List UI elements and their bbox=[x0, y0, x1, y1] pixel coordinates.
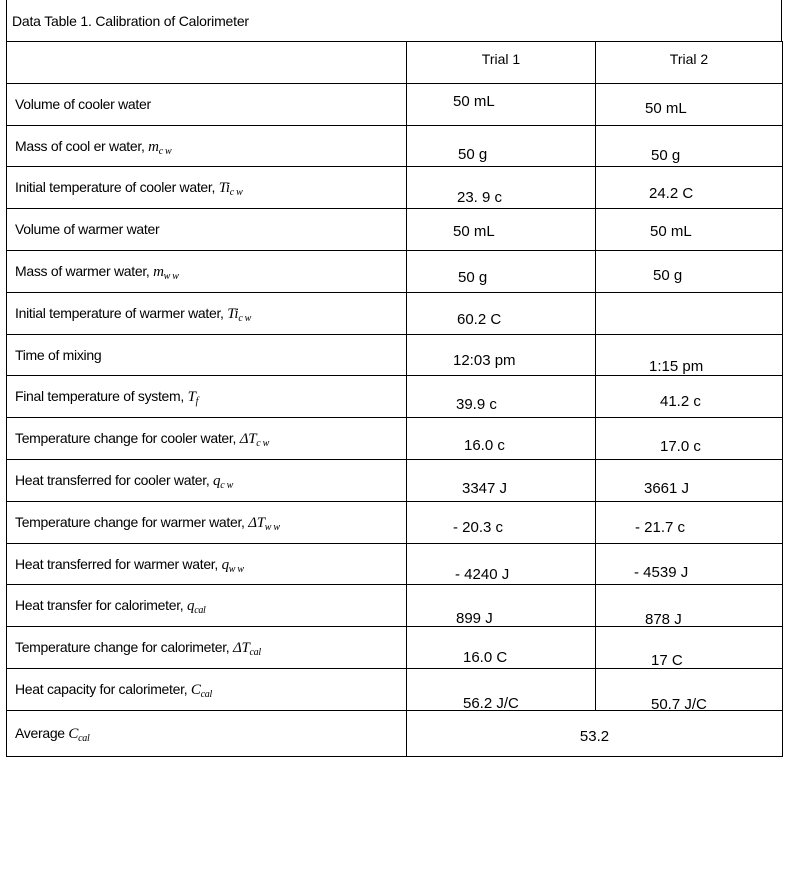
row-label-cell bbox=[7, 334, 407, 376]
row-symbol-subscript: c w bbox=[158, 145, 172, 157]
header-row bbox=[7, 42, 783, 84]
table-title: Data Table 1. Calibration of Calorimeter bbox=[12, 13, 249, 29]
trial-1-cell bbox=[407, 167, 596, 209]
trial-2-cell bbox=[596, 209, 783, 251]
average-symbol-subscript: cal bbox=[78, 732, 90, 744]
row-label: Volume of warmer water bbox=[15, 221, 160, 238]
trial-2-cell bbox=[596, 543, 783, 585]
trial-1-cell bbox=[407, 83, 596, 125]
trial-2-value: 50 g bbox=[651, 146, 681, 164]
average-symbol: C bbox=[68, 725, 79, 742]
trial-1-value: 50 mL bbox=[453, 223, 495, 241]
row-symbol: m bbox=[148, 138, 159, 155]
trial-1-value: 39.9 c bbox=[456, 396, 497, 414]
data-table bbox=[6, 41, 783, 757]
row-label: Heat transferred for cooler water, bbox=[15, 471, 214, 488]
row-label: Initial temperature of warmer water, bbox=[15, 304, 228, 321]
row-symbol-subscript: c w bbox=[229, 187, 243, 199]
trial-1-cell bbox=[407, 585, 596, 627]
row-label-cell bbox=[7, 83, 407, 125]
trial-1-cell bbox=[407, 543, 596, 585]
row-symbol: T bbox=[187, 389, 196, 406]
trial-1-cell bbox=[407, 459, 596, 501]
trial-1-value: 899 J bbox=[456, 610, 493, 628]
trial-2-value: 24.2 C bbox=[649, 185, 694, 203]
table-row bbox=[7, 250, 783, 292]
trial-2-cell bbox=[596, 292, 783, 334]
row-symbol-subscript: f bbox=[195, 396, 199, 408]
trial-2-cell bbox=[596, 376, 783, 418]
trial-1-value: 16.0 C bbox=[463, 649, 508, 667]
trial-2-value: 1:15 pm bbox=[649, 357, 704, 375]
table-row bbox=[7, 543, 783, 585]
table-row bbox=[7, 83, 783, 125]
table-row bbox=[7, 459, 783, 501]
average-label: Average bbox=[15, 724, 69, 741]
row-symbol: q bbox=[213, 472, 221, 489]
average-row bbox=[7, 710, 783, 756]
row-label: Heat capacity for calorimeter, bbox=[15, 680, 191, 697]
row-label: Initial temperature of cooler water, bbox=[15, 179, 219, 196]
row-symbol: C bbox=[190, 681, 201, 698]
trial-2-cell bbox=[596, 501, 783, 543]
trial-1-cell bbox=[407, 250, 596, 292]
table-row bbox=[7, 292, 783, 334]
header-cell-trial-1: Trial 1 bbox=[407, 42, 596, 84]
row-label-cell bbox=[7, 585, 407, 627]
row-label: Temperature change for warmer water, bbox=[15, 513, 249, 530]
trial-2-cell bbox=[596, 250, 783, 292]
trial-1-value: - 20.3 c bbox=[453, 518, 504, 536]
trial-2-value: - 21.7 c bbox=[635, 518, 686, 536]
table-row bbox=[7, 125, 783, 167]
trial-1-value: 3347 J bbox=[462, 479, 508, 497]
row-label-cell bbox=[7, 668, 407, 710]
table-row bbox=[7, 167, 783, 209]
row-symbol-subscript: w w bbox=[264, 521, 280, 533]
row-symbol-subscript: w w bbox=[228, 563, 244, 575]
average-value: 53.2 bbox=[579, 727, 610, 745]
row-label: Mass of warmer water, bbox=[15, 262, 154, 279]
row-label: Temperature change for calorimeter, bbox=[15, 639, 233, 656]
trial-2-cell bbox=[596, 668, 783, 713]
trial-2-value: 878 J bbox=[645, 611, 682, 629]
trial-2-value: 17 C bbox=[651, 652, 683, 670]
row-label-cell bbox=[7, 501, 407, 543]
trial-2-cell bbox=[596, 83, 783, 125]
row-symbol-subscript: cal bbox=[200, 688, 212, 700]
table-row bbox=[7, 668, 783, 710]
row-symbol-subscript: w w bbox=[163, 270, 179, 282]
trial-2-value: - 4539 J bbox=[634, 563, 689, 581]
trial-2-cell bbox=[596, 627, 783, 669]
table-row bbox=[7, 585, 783, 627]
header-cell-trial-2: Trial 2 bbox=[596, 42, 783, 84]
trial-2-cell bbox=[596, 459, 783, 501]
row-symbol-subscript: c w bbox=[238, 312, 252, 324]
trial-2-value: 41.2 c bbox=[660, 393, 701, 411]
trial-1-cell bbox=[407, 334, 596, 376]
trial-1-value: 50 g bbox=[458, 268, 488, 286]
trial-2-cell bbox=[596, 125, 783, 167]
trial-1-cell bbox=[407, 668, 596, 710]
row-label: Heat transferred for warmer water, bbox=[15, 555, 222, 572]
row-label: Final temperature of system, bbox=[15, 388, 188, 405]
trial-1-value: 56.2 J/C bbox=[463, 694, 519, 712]
table-row bbox=[7, 334, 783, 376]
trial-2-cell bbox=[596, 418, 783, 460]
row-label-cell bbox=[7, 627, 407, 669]
row-label-cell bbox=[7, 250, 407, 292]
row-label-cell bbox=[7, 543, 407, 585]
average-value-cell bbox=[407, 710, 783, 756]
row-symbol: ΔT bbox=[239, 431, 257, 448]
table-title-row bbox=[6, 0, 782, 41]
trial-1-value: 23. 9 c bbox=[457, 189, 503, 207]
row-symbol: Ti bbox=[227, 305, 239, 322]
row-symbol: q bbox=[187, 598, 195, 615]
trial-2-value: 17.0 c bbox=[660, 438, 701, 456]
row-label: Volume of cooler water bbox=[15, 95, 151, 112]
row-label-cell bbox=[7, 125, 407, 167]
trial-1-value: 50 g bbox=[458, 145, 488, 163]
trial-1-value: 60.2 C bbox=[457, 310, 502, 328]
average-label-cell bbox=[7, 710, 407, 756]
row-label: Temperature change for cooler water, bbox=[15, 430, 240, 447]
row-symbol: ΔT bbox=[248, 514, 265, 531]
trial-1-cell bbox=[407, 292, 596, 334]
row-symbol-subscript: c w bbox=[220, 479, 233, 491]
trial-1-cell bbox=[407, 125, 596, 167]
calibration-data-table bbox=[6, 0, 782, 866]
row-symbol: m bbox=[153, 263, 164, 280]
row-symbol-subscript: cal bbox=[194, 605, 206, 617]
trial-1-value: 12:03 pm bbox=[453, 351, 516, 369]
trial-2-value: 50 g bbox=[653, 266, 683, 284]
trial-1-value: 50 mL bbox=[453, 92, 495, 110]
trial-1-cell bbox=[407, 418, 596, 460]
row-label-cell bbox=[7, 167, 407, 209]
row-label-cell bbox=[7, 418, 407, 460]
trial-2-value: 50 mL bbox=[645, 99, 687, 117]
trial-1-value: 16.0 c bbox=[464, 437, 505, 455]
trial-1-cell bbox=[407, 501, 596, 543]
row-symbol: q bbox=[221, 556, 229, 573]
trial-2-value: 3661 J bbox=[644, 479, 690, 497]
trial-2-cell bbox=[596, 167, 783, 209]
table-row bbox=[7, 418, 783, 460]
row-label: Mass of cool er water, bbox=[15, 137, 149, 154]
trial-1-value: - 4240 J bbox=[455, 565, 510, 583]
trial-2-cell bbox=[596, 334, 783, 376]
row-label: Heat transfer for calorimeter, bbox=[15, 597, 187, 614]
trial-2-value: 50 mL bbox=[650, 223, 692, 241]
table-row bbox=[7, 209, 783, 251]
trial-1-cell bbox=[407, 627, 596, 669]
trial-1-cell bbox=[407, 209, 596, 251]
trial-2-cell bbox=[596, 585, 783, 627]
table-row bbox=[7, 501, 783, 543]
row-label-cell bbox=[7, 209, 407, 251]
row-symbol: Ti bbox=[218, 180, 230, 197]
row-label-cell bbox=[7, 459, 407, 501]
row-symbol-subscript: cal bbox=[249, 647, 261, 659]
row-label-cell bbox=[7, 376, 407, 418]
row-label-cell bbox=[7, 292, 407, 334]
row-symbol: ΔT bbox=[232, 640, 250, 657]
row-symbol-subscript: c w bbox=[256, 438, 269, 450]
trial-1-cell bbox=[407, 376, 596, 418]
trial-2-value: 50.7 J/C bbox=[651, 695, 707, 713]
row-label: Time of mixing bbox=[15, 346, 102, 363]
table-row bbox=[7, 627, 783, 669]
header-cell-blank bbox=[7, 42, 407, 84]
table-row bbox=[7, 376, 783, 418]
